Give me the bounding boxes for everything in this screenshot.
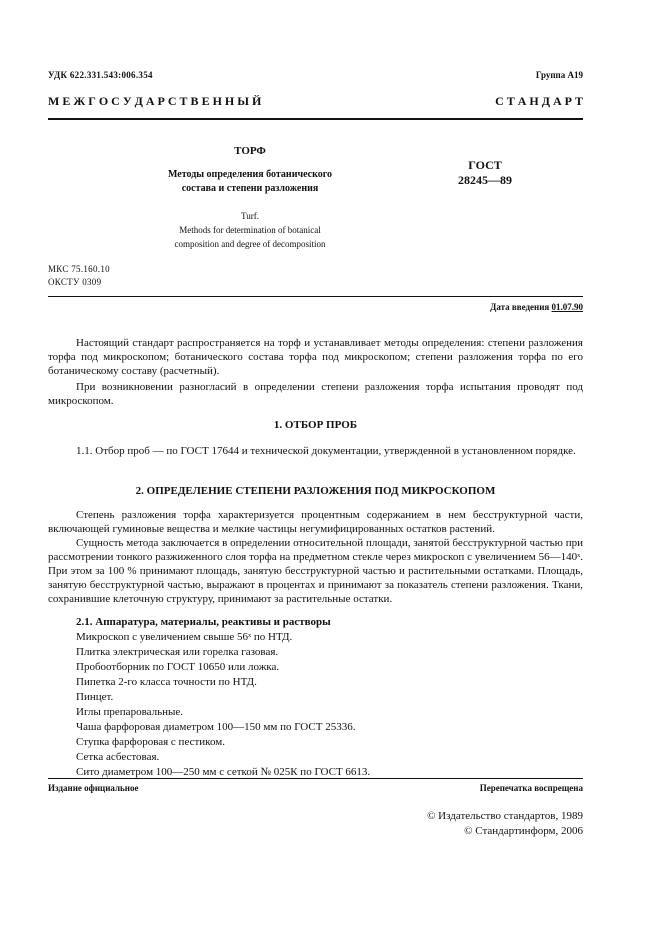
equipment-item: Сито диаметром 100—250 мм с сеткой № 025К по ГОСТ 6613.: [76, 766, 371, 778]
paragraph-method: Сущность метода заключается в определении относительной площади, занятой бесструктурной частью при рассмотрении тонкого разжиженного слоя торфа на предметном стекле через микроскоп с увеличением 56—140ˣ. При этом за 100 % принимают площадь, занятую бесструктурной частью и растительными остатками. Площадь, занятую бесструктурной частью, выражают в процентах и принимают за показатель степени разложения. Ткани, сохранившие клеточную структуру, принимают за растительные остатки.: [48, 537, 583, 605]
header-rule: [48, 118, 583, 120]
title-en-line3: composition and degree of decomposition: [174, 239, 326, 249]
title-en: [148, 209, 352, 251]
group-code: Группа А19: [535, 70, 583, 80]
title-ru: ТОРФ: [234, 145, 266, 157]
equipment-item: Плитка электрическая или горелка газовая.: [76, 646, 279, 658]
equipment-item: Иглы препаровальные.: [76, 706, 184, 718]
gost-line1: ГОСТ: [468, 158, 502, 172]
standard-banner: [48, 94, 583, 109]
copyright-2006: © Стандартинформ, 2006: [464, 825, 583, 837]
subsection-heading-2-1: 2.1. Аппаратура, материалы, реактивы и растворы: [76, 616, 331, 628]
section-heading-1: 1. ОТБОР ПРОБ: [273, 419, 358, 431]
title-en-line1: Turf.: [241, 211, 259, 221]
equipment-item: Пробоотборник по ГОСТ 10650 или ложка.: [76, 661, 280, 673]
equipment-item: Сетка асбестовая.: [76, 751, 160, 763]
udk-code: УДК 622.331.543:006.354: [48, 70, 153, 80]
gost-line2: 28245—89: [458, 173, 512, 187]
introduction-date: [490, 302, 583, 312]
footer-rule: [48, 778, 583, 779]
reprint-prohibited: Перепечатка воспрещена: [479, 783, 583, 793]
classification-codes: [48, 263, 110, 289]
section-heading-2: 2. ОПРЕДЕЛЕНИЕ СТЕПЕНИ РАЗЛОЖЕНИЯ ПОД МИКРОСКОПОМ: [135, 485, 496, 497]
equipment-item: Ступка фарфоровая с пестиком.: [76, 736, 225, 748]
copyright-1989: © Издательство стандартов, 1989: [427, 810, 583, 822]
intro-date-value: 01.07.90: [551, 302, 583, 312]
equipment-item: Микроскоп с увеличением свыше 56ˣ по НТД.: [76, 631, 293, 643]
equipment-item: Пипетка 2-го класса точности по НТД.: [76, 676, 257, 688]
title-en-line2: Methods for determination of botanical: [179, 225, 321, 235]
official-edition: Издание официальное: [48, 783, 139, 793]
okstu-code: ОКСТУ 0309: [48, 277, 102, 287]
paragraph-sampling: 1.1. Отбор проб — по ГОСТ 17644 и технической документации, утвержденной в установленном порядке.: [76, 445, 576, 457]
paragraph-scope: Настоящий стандарт распространяется на торф и устанавливает методы определения: степени разложения торфа под микроскопом; ботанического состава торфа под микроскопом; степени разложения торфа по его ботаническому составу (расчетный).: [48, 337, 583, 377]
equipment-item: Чаша фарфоровая диаметром 100—150 мм по ГОСТ 25336.: [76, 721, 356, 733]
banner-left: М Е Ж Г О С У Д А Р С Т В Е Н Н Ы Й: [48, 94, 262, 108]
equipment-item: Пинцет.: [76, 691, 114, 703]
paragraph-definition: Степень разложения торфа характеризуется процентным содержанием в нем бесструктурной части, включающей гуминовые вещества и мелкие частицы негумифицированных остатков растений.: [48, 509, 583, 535]
intro-date-label: Дата введения: [490, 302, 550, 312]
codes-rule: [48, 296, 583, 297]
subtitle-ru: Методы определения ботанического состава и степени разложения: [167, 169, 333, 194]
gost-number: [440, 158, 530, 188]
mks-code: МКС 75.160.10: [48, 264, 110, 274]
banner-right: С Т А Н Д А Р Т: [495, 94, 583, 108]
paragraph-disagreement: При возникновении разногласий в определении степени разложения торфа испытания проводят под микроскопом.: [48, 381, 583, 407]
